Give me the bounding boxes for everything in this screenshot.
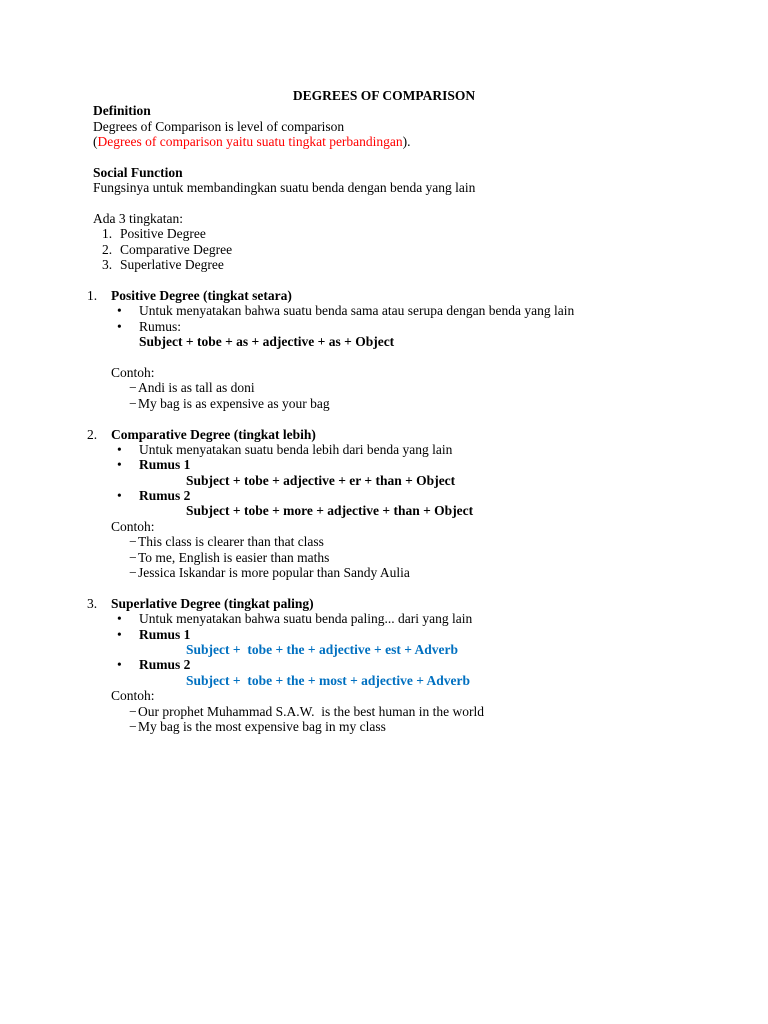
level-item-superlative: Superlative Degree [120,257,224,272]
bullet-icon: • [117,303,122,318]
positive-formula: Subject + tobe + as + adjective + as + Object [139,334,395,349]
bullet-icon: • [117,488,122,503]
comparative-example: Jessica Iskandar is more popular than Sandy Aulia [138,565,410,580]
comparative-contoh-label: Contoh: [111,519,155,534]
comparative-example: To me, English is easier than maths [138,550,330,565]
level-number: 1. [102,226,113,241]
dash-icon: − [129,550,137,565]
positive-purpose: Untuk menyatakan bahwa suatu benda sama atau serupa dengan benda yang lain [139,303,575,318]
level-item-comparative: Comparative Degree [120,242,233,257]
bullet-icon: • [117,611,122,626]
comparative-purpose: Untuk menyatakan suatu benda lebih dari benda yang lain [139,442,453,457]
dash-icon: − [129,380,137,395]
positive-heading: Positive Degree (tingkat setara) [111,288,292,303]
superlative-purpose: Untuk menyatakan bahwa suatu benda paling... dari yang lain [139,611,473,626]
superlative-example: Our prophet Muhammad S.A.W. is the best human in the world [138,704,484,719]
definition-note-red: Degrees of comparison yaitu suatu tingkat perbandingan [97,134,403,149]
page-title: DEGREES OF COMPARISON [292,88,476,103]
comparative-heading: Comparative Degree (tingkat lebih) [111,427,316,442]
dash-icon: − [129,396,137,411]
superlative-example: My bag is the most expensive bag in my class [138,719,386,734]
social-function-heading: Social Function [93,165,183,180]
comparative-rumus2-label: Rumus 2 [139,488,191,503]
dash-icon: − [129,719,137,734]
social-function-text: Fungsinya untuk membandingkan suatu benda dengan benda yang lain [93,180,476,195]
dash-icon: − [129,565,137,580]
note-close-paren: ). [402,134,411,149]
superlative-formula2: Subject + tobe + the + most + adjective + Adverb [186,673,471,688]
positive-example: Andi is as tall as doni [138,380,255,395]
comparative-formula1: Subject + tobe + adjective + er + than + Object [186,473,456,488]
dash-icon: − [129,704,137,719]
superlative-rumus2-label: Rumus 2 [139,657,191,672]
comparative-formula2: Subject + tobe + more + adjective + than + Object [186,503,474,518]
bullet-icon: • [117,442,122,457]
levels-intro: Ada 3 tingkatan: [93,211,183,226]
note-open-paren: ( [93,134,98,149]
positive-contoh-label: Contoh: [111,365,155,380]
bullet-icon: • [117,457,122,472]
bullet-icon: • [117,627,122,642]
dash-icon: − [129,534,137,549]
bullet-icon: • [117,319,122,334]
bullet-icon: • [117,657,122,672]
definition-note [93,134,411,150]
superlative-heading: Superlative Degree (tingkat paling) [111,596,314,611]
positive-rumus-label: Rumus: [139,319,182,334]
level-number: 2. [102,242,113,257]
level-item-positive: Positive Degree [120,226,206,241]
superlative-rumus1-label: Rumus 1 [139,627,191,642]
comparative-rumus1-label: Rumus 1 [139,457,191,472]
superlative-formula1: Subject + tobe + the + adjective + est + Adverb [186,642,459,657]
superlative-contoh-label: Contoh: [111,688,155,703]
section-number: 1. [87,288,98,303]
section-number: 3. [87,596,98,611]
positive-example: My bag is as expensive as your bag [138,396,330,411]
section-number: 2. [87,427,98,442]
definition-heading: Definition [93,103,151,118]
definition-text: Degrees of Comparison is level of comparison [93,119,345,134]
level-number: 3. [102,257,113,272]
comparative-example: This class is clearer than that class [138,534,324,549]
